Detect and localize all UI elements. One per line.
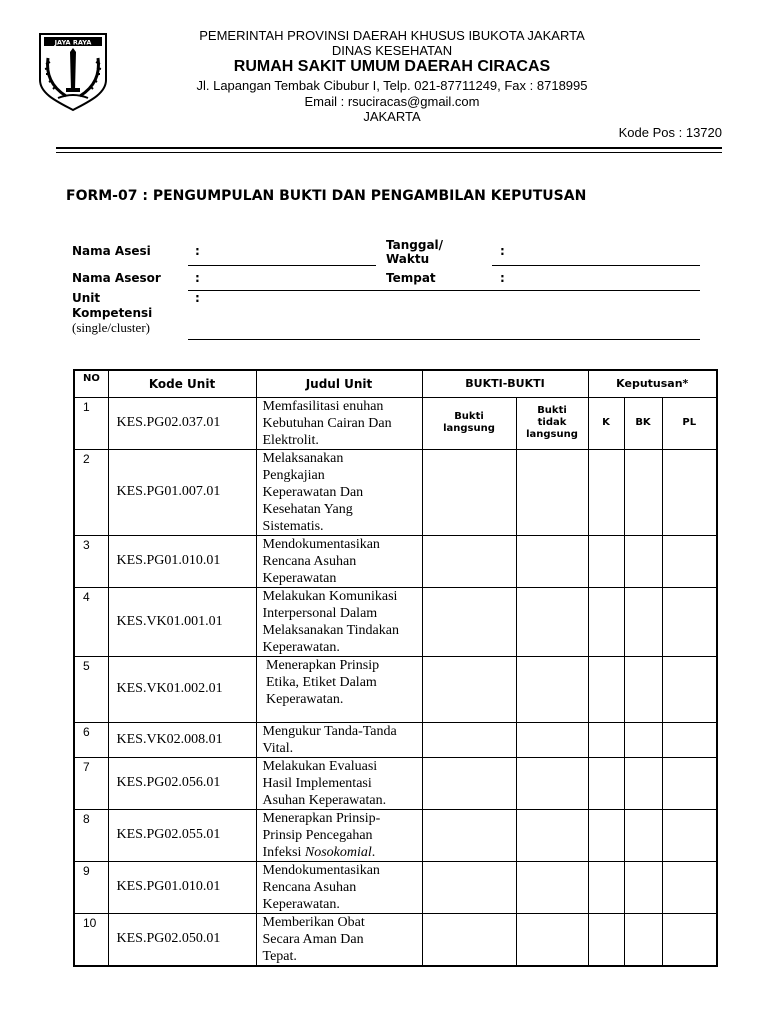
judul-line (263, 450, 418, 467)
judul-line (263, 467, 418, 484)
tanggal-label-line2: Waktu (386, 252, 430, 266)
judul-text: Mendokumentasikan (262, 536, 380, 552)
table-row (74, 722, 717, 757)
judul-unit-cell (256, 587, 422, 656)
keputusan-bk-cell[interactable] (624, 449, 662, 535)
bukti-langsung-cell[interactable] (422, 587, 516, 656)
judul-unit-cell (256, 722, 422, 757)
table-row (74, 757, 717, 809)
kode-unit-cell: KES.VK01.002.01 (108, 656, 256, 722)
subheader-bukti-langsung-line: langsung (443, 423, 495, 434)
keputusan-k-cell[interactable] (588, 757, 624, 809)
judul-text: Rencana Asuhan (262, 553, 357, 569)
judul-line (263, 415, 418, 432)
judul-line (263, 432, 418, 449)
header-hospital-name: RUMAH SAKIT UMUM DAERAH CIRACAS (233, 58, 551, 75)
row-number: 6 (74, 722, 108, 757)
keputusan-bk-cell[interactable] (624, 757, 662, 809)
header-email: Email : rsuciracas@gmail.com (304, 94, 480, 109)
kode-unit-cell: KES.PG02.050.01 (108, 913, 256, 966)
judul-text: Keperawatan Dan (262, 484, 364, 500)
header-address: Jl. Lapangan Tembak Cibubur I, Telp. 021-87711249, Fax : 8718995 (196, 78, 588, 93)
kode-unit-cell: KES.PG02.056.01 (108, 757, 256, 809)
header-kode-unit: Kode Unit (108, 370, 256, 397)
judul-text: Tepat. (262, 948, 297, 964)
judul-unit-cell (256, 861, 422, 913)
judul-text: Pengkajian (262, 467, 325, 483)
judul-line (263, 518, 418, 535)
judul-text: Melakukan Evaluasi (262, 758, 378, 774)
judul-unit-cell (256, 757, 422, 809)
row-number: 5 (74, 656, 108, 722)
subheader-k (588, 397, 624, 449)
header-divider-thin (56, 152, 722, 153)
keputusan-pl-cell[interactable] (662, 913, 717, 966)
row-number: 8 (74, 809, 108, 861)
judul-line (263, 844, 418, 861)
table-row (74, 397, 717, 449)
subheader-bukti-langsung (422, 397, 516, 449)
bukti-langsung-cell[interactable] (422, 861, 516, 913)
bukti-tidak-langsung-cell[interactable] (516, 722, 588, 757)
judul-line (263, 691, 418, 708)
keputusan-pl-cell[interactable] (662, 656, 717, 722)
tanggal-colon: : (500, 244, 505, 258)
judul-unit-cell (256, 809, 422, 861)
keputusan-k-cell[interactable] (588, 913, 624, 966)
row-number: 3 (74, 535, 108, 587)
judul-text: Kesehatan Yang (262, 501, 353, 517)
judul-unit-cell (256, 656, 422, 722)
judul-line (263, 674, 418, 691)
judul-italic-text: Nosokomial (304, 844, 372, 860)
judul-text: Mengukur Tanda-Tanda (262, 723, 397, 739)
judul-text: Secara Aman Dan (262, 931, 364, 947)
row-number: 1 (74, 397, 108, 449)
header-bukti: BUKTI-BUKTI (422, 370, 588, 397)
bukti-langsung-cell[interactable] (422, 449, 516, 535)
tempat-label: Tempat (386, 271, 436, 285)
keputusan-bk-cell[interactable] (624, 587, 662, 656)
keputusan-k-cell[interactable] (588, 449, 624, 535)
judul-unit-cell (256, 535, 422, 587)
nama-asesor-label: Nama Asesor (72, 271, 161, 285)
judul-text: Asuhan Keperawatan. (262, 792, 387, 808)
judul-line (263, 484, 418, 501)
judul-text: Infeksi (262, 844, 305, 860)
judul-line (263, 792, 418, 809)
keputusan-bk-cell[interactable] (624, 656, 662, 722)
judul-text: Melakukan Komunikasi (262, 588, 398, 604)
keputusan-k-cell[interactable] (588, 535, 624, 587)
judul-line (263, 879, 418, 896)
keputusan-pl-cell[interactable] (662, 535, 717, 587)
judul-line (263, 501, 418, 518)
unit-kompetensi-field[interactable] (188, 339, 700, 340)
table-row (74, 587, 717, 656)
table-row (74, 913, 717, 966)
judul-line (263, 723, 418, 740)
header-postal-code: Kode Pos : 13720 (618, 125, 722, 140)
judul-line (263, 639, 418, 656)
subheader-bk-line: BK (635, 417, 651, 428)
kode-unit-cell: KES.VK02.008.01 (108, 722, 256, 757)
bukti-langsung-cell[interactable] (422, 656, 516, 722)
keputusan-pl-cell[interactable] (662, 449, 717, 535)
bukti-tidak-langsung-cell[interactable] (516, 449, 588, 535)
kode-unit-cell: KES.PG02.037.01 (108, 397, 256, 449)
judul-line (263, 827, 418, 844)
bukti-tidak-langsung-cell[interactable] (516, 757, 588, 809)
row-number: 10 (74, 913, 108, 966)
judul-text: Vital. (262, 740, 294, 756)
keputusan-bk-cell[interactable] (624, 913, 662, 966)
keputusan-k-cell[interactable] (588, 809, 624, 861)
judul-line (263, 570, 418, 587)
header-no: NO (74, 370, 108, 397)
bukti-tidak-langsung-cell[interactable] (516, 809, 588, 861)
tanggal-field[interactable] (492, 265, 700, 266)
bukti-tidak-langsung-cell[interactable] (516, 656, 588, 722)
judul-text: Keperawatan. (262, 639, 340, 655)
judul-line (263, 914, 418, 931)
judul-unit-cell (256, 397, 422, 449)
judul-line (263, 740, 418, 757)
subheader-k-line: K (602, 417, 610, 428)
bukti-tidak-langsung-cell[interactable] (516, 861, 588, 913)
judul-text: Keperawatan. (262, 896, 340, 912)
judul-line (263, 758, 418, 775)
kode-unit-cell: KES.PG01.010.01 (108, 861, 256, 913)
header-keputusan: Keputusan* (588, 370, 717, 397)
judul-line (263, 622, 418, 639)
kode-unit-cell: KES.VK01.001.01 (108, 587, 256, 656)
unit-kompetensi-colon: : (195, 291, 200, 305)
kode-unit-cell: KES.PG01.010.01 (108, 535, 256, 587)
judul-line (263, 810, 418, 827)
judul-text: Mendokumentasikan (262, 862, 380, 878)
header-city: JAKARTA (363, 109, 421, 124)
table-row (74, 861, 717, 913)
keputusan-pl-cell[interactable] (662, 861, 717, 913)
bukti-langsung-cell[interactable] (422, 535, 516, 587)
judul-text: Melaksanakan Tindakan (262, 622, 399, 638)
keputusan-bk-cell[interactable] (624, 861, 662, 913)
judul-text: Sistematis. (262, 518, 324, 534)
judul-text: Kebutuhan Cairan Dan (262, 415, 392, 431)
bukti-tidak-langsung-cell[interactable] (516, 587, 588, 656)
bukti-tidak-langsung-cell[interactable] (516, 913, 588, 966)
svg-text:JAYA RAYA: JAYA RAYA (54, 38, 92, 47)
tempat-colon: : (500, 271, 505, 285)
subheader-pl (662, 397, 717, 449)
judul-line (263, 553, 418, 570)
judul-unit-cell (256, 449, 422, 535)
judul-line (263, 588, 418, 605)
header-government: PEMERINTAH PROVINSI DAERAH KHUSUS IBUKOTA JAKARTA (199, 28, 585, 43)
subheader-bukti-tidak-langsung-line: tidak (537, 417, 567, 428)
table-row (74, 449, 717, 535)
row-number: 2 (74, 449, 108, 535)
judul-line (263, 862, 418, 879)
row-number: 9 (74, 861, 108, 913)
kode-unit-cell: KES.PG01.007.01 (108, 449, 256, 535)
keputusan-bk-cell[interactable] (624, 722, 662, 757)
judul-line (263, 775, 418, 792)
bukti-langsung-cell[interactable] (422, 809, 516, 861)
bukti-langsung-cell[interactable] (422, 913, 516, 966)
judul-text: Elektrolit. (262, 432, 319, 448)
judul-text: Keperawatan. (262, 691, 344, 707)
judul-text: Rencana Asuhan (262, 879, 357, 895)
subheader-pl-line: PL (682, 417, 697, 428)
keputusan-pl-cell[interactable] (662, 587, 717, 656)
judul-text: Menerapkan Prinsip- (262, 810, 381, 826)
subheader-bukti-langsung-line: Bukti (454, 411, 484, 422)
judul-line (263, 398, 418, 415)
table-row (74, 535, 717, 587)
judul-line (263, 605, 418, 622)
header-judul-unit: Judul Unit (256, 370, 422, 397)
kode-unit-cell: KES.PG02.055.01 (108, 809, 256, 861)
judul-line (263, 657, 418, 674)
table-row (74, 656, 717, 722)
keputusan-pl-cell[interactable] (662, 757, 717, 809)
keputusan-k-cell[interactable] (588, 861, 624, 913)
unit-label-line2: Kompetensi (72, 306, 153, 320)
nama-asesor-colon: : (195, 271, 200, 285)
tanggal-label (386, 238, 443, 266)
keputusan-pl-cell[interactable] (662, 809, 717, 861)
keputusan-bk-cell[interactable] (624, 809, 662, 861)
judul-text: Interpersonal Dalam (262, 605, 378, 621)
judul-text: Keperawatan (262, 570, 337, 586)
nama-asesi-colon: : (195, 244, 200, 258)
judul-text: Memberikan Obat (262, 914, 365, 930)
unit-label-line1: Unit (72, 291, 101, 305)
subheader-bukti-tidak-langsung-line: Bukti (537, 405, 567, 416)
tanggal-label-line1: Tanggal/ (386, 238, 444, 252)
row-number: 4 (74, 587, 108, 656)
judul-text: Hasil Implementasi (262, 775, 372, 791)
judul-line (263, 948, 418, 965)
bukti-tidak-langsung-cell[interactable] (516, 535, 588, 587)
judul-text: Etika, Etiket Dalam (262, 674, 377, 690)
judul-line (263, 536, 418, 553)
subheader-bukti-tidak-langsung (516, 397, 588, 449)
judul-text: Prinsip Pencegahan (262, 827, 373, 843)
keputusan-pl-cell[interactable] (662, 722, 717, 757)
nama-asesi-label: Nama Asesi (72, 244, 151, 258)
judul-line (263, 931, 418, 948)
table-header-row (74, 370, 717, 397)
judul-text: Melaksanakan (262, 450, 344, 466)
row-number: 7 (74, 757, 108, 809)
header-department: DINAS KESEHATAN (331, 43, 453, 58)
assessment-table (73, 369, 718, 967)
judul-line (263, 896, 418, 913)
unit-kompetensi-label (72, 291, 152, 321)
keputusan-bk-cell[interactable] (624, 535, 662, 587)
nama-asesor-field[interactable] (188, 290, 700, 291)
bukti-langsung-cell[interactable] (422, 722, 516, 757)
subheader-bk (624, 397, 662, 449)
keputusan-k-cell[interactable] (588, 722, 624, 757)
keputusan-k-cell[interactable] (588, 587, 624, 656)
subheader-bukti-tidak-langsung-line: langsung (526, 429, 578, 440)
judul-text: Menerapkan Prinsip (262, 657, 380, 673)
keputusan-k-cell[interactable] (588, 656, 624, 722)
table-row (74, 809, 717, 861)
nama-asesi-field[interactable] (188, 265, 376, 266)
bukti-langsung-cell[interactable] (422, 757, 516, 809)
judul-tail-text: . (371, 844, 376, 860)
judul-text: Memfasilitasi enuhan (262, 398, 384, 414)
header-divider (56, 147, 722, 149)
form-title: FORM-07 : PENGUMPULAN BUKTI DAN PENGAMBILAN KEPUTUSAN (66, 188, 587, 204)
judul-unit-cell (256, 913, 422, 966)
unit-label-line3: (single/cluster) (72, 320, 150, 335)
